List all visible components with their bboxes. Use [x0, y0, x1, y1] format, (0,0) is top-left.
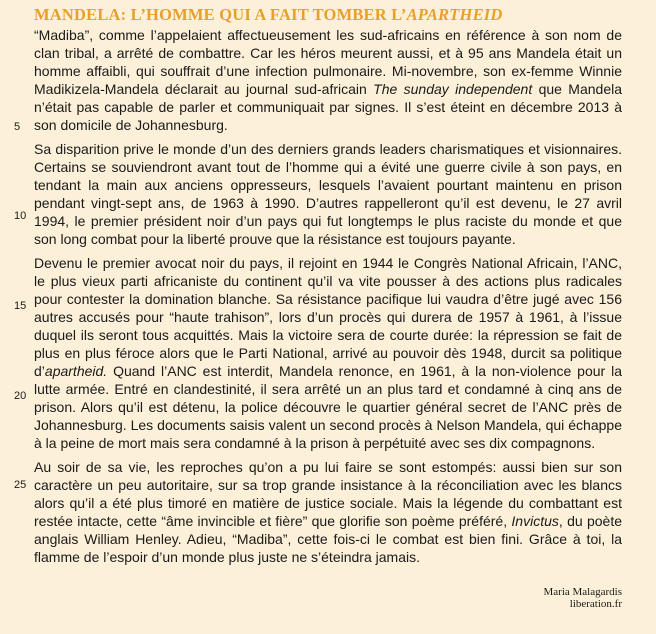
paragraph-text: “Madiba”, comme l’appelaient affectueusement les sud-africains en référence à son nom de clan tribal, a arrêté de combattre. Car les héros meurent aussi, et à 95 ans Mandela était un homme affaibli, qui souffrait d’une infection pulmonaire. Mi-novembre, son ex-femme Winnie Madikizela-Mandela déclarait au journal sud-africain [34, 27, 622, 97]
paragraph-text: , du poète anglais William Henley. Adieu, “Madiba”, cette fois-ci le combat est bien fini. Grâce à toi, la flamme de l’espoir d’un monde plus juste ne s’éteindra jamais. [34, 513, 622, 565]
paragraph-text: Quand l’ANC est interdit, Mandela renonce, en 1961, à la non-violence pour la lutte armée. Entré en clandestinité, il sera arrêté un an plus tard et condamné à cinq ans de prison. Alors qu’il est détenu, la police découvre le quartier général secret de l’ANC près de Johannesburg. Les documents saisis valent un second procès à Nelson Mandela, qui échappe à la peine de mort mais sera condamné à la prison à perpétuité avec ses dix compagnons. [34, 363, 622, 451]
paragraph-text: que Mandela n’était pas capable de parler et communiquait par signes. Il s’est éteint en décembre 2013 à son domicile de Johannesburg. [34, 81, 623, 133]
paragraph-text: Devenu le premier avocat noir du pays, il rejoint en 1944 le Congrès National Africain, l’ANC, le plus vieux parti africaniste du continent qu’il va vite pousser à des actions plus radicales pour contester la domination blanche. Sa résistance pacifique lui vaudra d’être jugé avec 156 autres accusés pour “haute trahison”, lors d’un procès qui durera de 1957 à 1961, à l’issue duquel ils seront tous acquittés. Mais la victoire sera de courte durée: la répression se fait de plus en plus féroce alors que le Parti National, arrivé au pouvoir dès 1948, durcit sa politique d’ [34, 255, 622, 379]
line-number-20: 20 [14, 390, 27, 402]
paragraph-text: Au soir de sa vie, les reproches qu’on a pu lui faire se sont estompés: aussi bien sur son caractère un peu autoritaire, sur sa trop grande insistance à la réconciliation avec les blancs alors qu’il a été plus timoré en matière de justice sociale. Mais la légende du combattant est restée intacte, cette “âme invincible et fière” que glorifie son poème préféré, [34, 459, 622, 529]
article-body [34, 26, 622, 572]
line-number-25: 25 [14, 479, 27, 491]
title-main: MANDELA: L’HOMME QUI A FAIT TOMBER L’ [34, 5, 407, 24]
poem-title: Invictus [511, 513, 559, 529]
paragraph-text: Sa disparition prive le monde d’un des derniers grands leaders charismatiques et visionnaires. Certains se souviendront avant tout de l’homme qui a évité une guerre civile à son pays, en tendant la main aux anciens oppresseurs, lesquels l’avaient pourtant maintenu en prison pendant vingt-sept ans, de 1963 à 1990. D’autres rappelleront qu’il est devenu, le 27 avril 1994, le premier président noir d’un pays qui fut longtemps le plus raciste du monde et que son long combat pour la liberté prouve que la résistance est toujours payante. [34, 141, 622, 247]
source-name: liberation.fr [569, 598, 622, 610]
apartheid-term: apartheid. [44, 363, 108, 379]
line-number-5: 5 [14, 121, 21, 133]
paragraph-1 [34, 26, 622, 134]
line-number-15: 15 [14, 300, 27, 312]
author-name: Maria Malagardis [543, 586, 622, 598]
newspaper-title: The sunday independent [373, 81, 533, 97]
article-title [34, 5, 634, 25]
paragraph-4 [34, 458, 622, 566]
paragraph-3 [34, 254, 622, 452]
paragraph-2 [34, 140, 622, 248]
title-emphasis: APARTHEID [406, 5, 503, 24]
line-number-10: 10 [14, 210, 27, 222]
credit [544, 586, 623, 610]
